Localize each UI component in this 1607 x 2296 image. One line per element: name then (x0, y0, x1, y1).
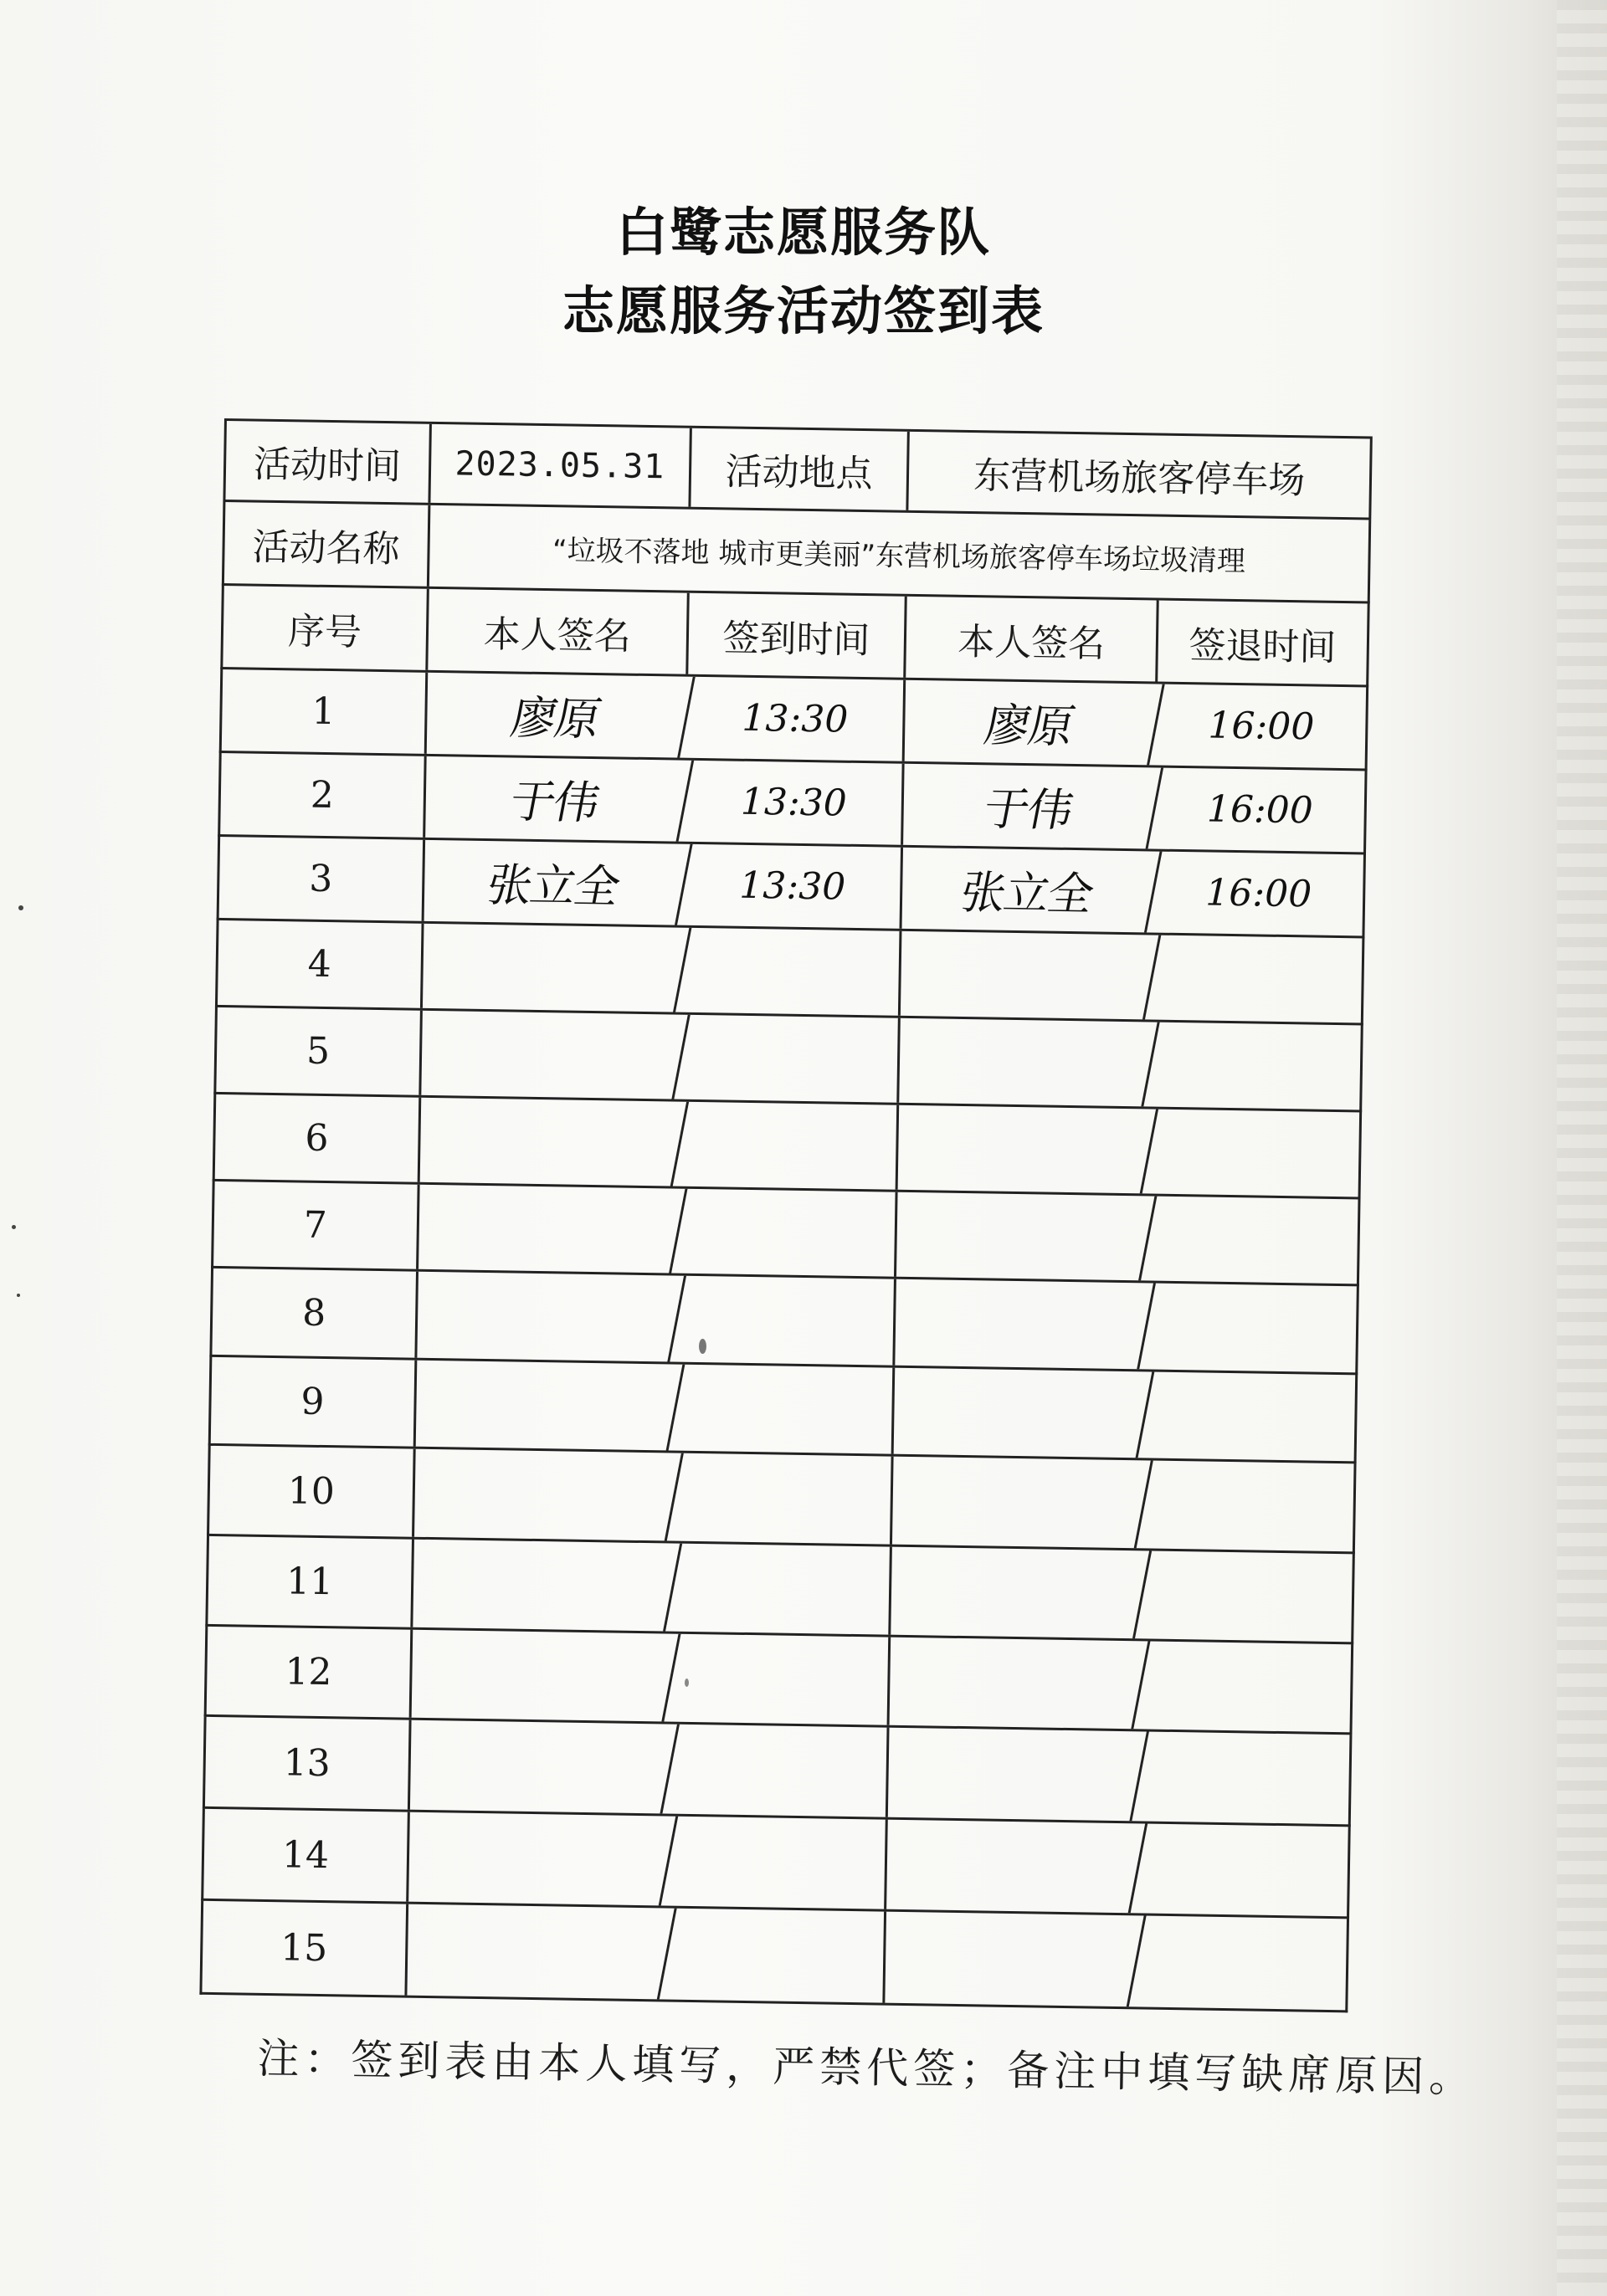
col-header-signin-name: 本人签名 (428, 589, 689, 674)
signin-signature (415, 924, 691, 1012)
row-number: 6 (215, 1094, 421, 1182)
signin-time (673, 1544, 892, 1635)
signin-time (680, 1102, 899, 1190)
activity-name-label: 活动名称 (224, 502, 430, 587)
team-title: 白鹭志愿服务队 (615, 202, 991, 263)
signout-signature (890, 1192, 1158, 1280)
signout-signature: 廖原 (898, 680, 1165, 765)
signout-time: 16:00 (1206, 787, 1314, 833)
signout-time (1146, 1371, 1355, 1461)
signin-signature (408, 1361, 685, 1451)
signin-signature (409, 1272, 685, 1362)
row-number: 4 (218, 920, 424, 1008)
signin-time: 13:30 (684, 844, 903, 929)
signin-signature (405, 1540, 682, 1632)
row-number: 2 (220, 753, 426, 838)
signin-time (667, 1909, 887, 2003)
signout-signature (883, 1547, 1152, 1638)
row-number: 7 (213, 1181, 419, 1269)
signin-time (669, 1817, 889, 1909)
row-number: 9 (211, 1357, 418, 1447)
signout-signature (879, 1820, 1147, 1913)
signout-signature (888, 1279, 1156, 1369)
time-value: 2023.05.31 (430, 424, 691, 507)
row-number: 12 (207, 1627, 413, 1718)
signin-time: 13:30 (685, 761, 905, 845)
activity-name-value: “垃圾不落地 城市更美丽”东营机场旅客停车场垃圾清理 (552, 534, 1246, 579)
signin-signature (413, 1011, 690, 1099)
signout-time: 16:00 (1208, 704, 1315, 749)
signin-signature (402, 1720, 679, 1814)
signout-signature (892, 1018, 1160, 1106)
signout-signature: 于伟 (896, 764, 1163, 848)
signin-signature (401, 1812, 678, 1906)
signout-time (1144, 1460, 1354, 1551)
footer-note: 注：签到表由本人填写，严禁代签；备注中填写缺席原因。 (256, 2033, 1476, 2102)
signout-time (1151, 1022, 1360, 1110)
signout-time (1147, 1283, 1356, 1372)
row-number: 15 (202, 1901, 408, 1996)
signout-time (1153, 935, 1362, 1023)
table-row (207, 1446, 1357, 1555)
paper-speck (699, 1339, 706, 1354)
signin-time (677, 1276, 896, 1366)
table-row (203, 1717, 1353, 1827)
signin-signature (407, 1449, 684, 1541)
signout-signature: 张立全 (895, 848, 1162, 932)
page-edge-shadow (1557, 0, 1607, 2296)
signin-table (199, 418, 1372, 2012)
signout-time (1148, 1196, 1358, 1284)
signin-time (675, 1365, 895, 1454)
signout-time (1140, 1731, 1350, 1824)
row-number: 3 (219, 837, 425, 921)
signin-time (681, 1015, 901, 1103)
signin-signature (413, 1098, 689, 1186)
signout-signature (891, 1105, 1158, 1193)
table-row (201, 1809, 1351, 1919)
row-number: 14 (203, 1809, 410, 1902)
signout-time (1142, 1550, 1353, 1642)
table-row (204, 1627, 1354, 1735)
col-header-signin-time: 签到时间 (688, 593, 907, 678)
time-label: 活动时间 (225, 421, 431, 503)
paper-speck (18, 905, 23, 910)
table-row (205, 1536, 1355, 1645)
signout-signature (885, 1457, 1153, 1548)
col-header-signout-name: 本人签名 (906, 597, 1159, 682)
signout-signature (877, 1912, 1147, 2006)
signout-signature (881, 1728, 1149, 1821)
signin-signature: 于伟 (418, 756, 694, 842)
signin-time (671, 1634, 891, 1725)
signin-time (682, 928, 901, 1016)
row-number: 5 (216, 1007, 422, 1095)
signin-time: 13:30 (686, 677, 906, 761)
signout-signature (886, 1368, 1154, 1458)
signin-signature: 张立全 (417, 840, 692, 925)
signin-signature: 廖原 (419, 673, 695, 758)
paper-speck (685, 1678, 689, 1687)
signin-time (679, 1189, 898, 1277)
signin-signature (399, 1904, 677, 2000)
table-row (199, 1901, 1349, 2013)
col-header-number: 序号 (223, 586, 429, 670)
row-number: 1 (222, 669, 428, 754)
row-number: 8 (212, 1268, 418, 1358)
row-number: 13 (205, 1717, 412, 1810)
row-number: 11 (208, 1536, 414, 1627)
place-value: 东营机场旅客停车场 (973, 454, 1306, 503)
row-number: 10 (209, 1446, 416, 1537)
signin-signature (411, 1185, 687, 1274)
col-header-signout-time: 签退时间 (1189, 623, 1337, 669)
place-label: 活动地点 (691, 428, 910, 510)
signin-signature (403, 1630, 680, 1722)
signout-time (1150, 1109, 1359, 1197)
signout-signature (882, 1637, 1151, 1729)
signout-time (1137, 1915, 1347, 2010)
signout-signature (893, 931, 1161, 1019)
paper-speck (12, 1225, 16, 1229)
signout-time: 16:00 (1204, 871, 1312, 916)
signin-time (670, 1725, 890, 1817)
form-title: 志愿服务活动签到表 (562, 280, 1045, 341)
table-body (199, 669, 1368, 2012)
signin-time (675, 1453, 894, 1545)
signout-time (1142, 1641, 1352, 1732)
signout-time (1138, 1823, 1348, 1916)
paper-speck (17, 1294, 20, 1297)
